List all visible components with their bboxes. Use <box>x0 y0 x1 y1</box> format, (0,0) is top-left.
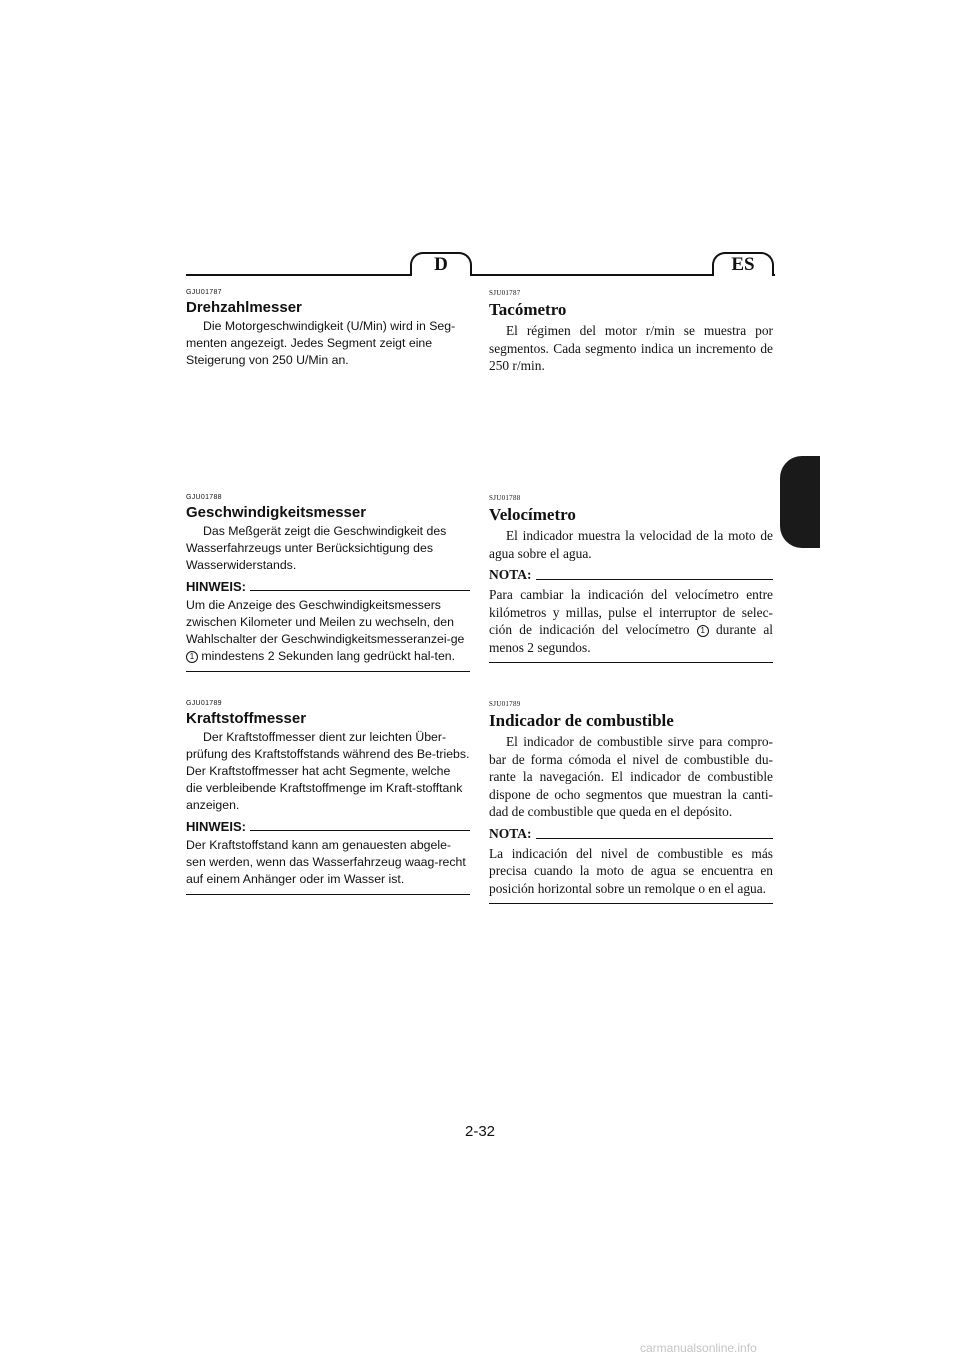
note-heading <box>186 819 470 834</box>
note-label: HINWEIS: <box>186 819 246 834</box>
callout-number: 1 <box>697 625 709 637</box>
es-section-tachometer <box>489 289 773 375</box>
de-section-fuel-gauge <box>186 700 470 895</box>
section-body: El indicador de combustible sirve para compro-bar de forma cómoda el nivel de combustible du-rante la navegación. El indicador de combustible dispone de ocho segmentos que muestran la canti-dad de combustible que queda en el depósito. <box>489 734 773 819</box>
note-end-rule <box>489 903 773 904</box>
section-body: Die Motorgeschwindigkeit (U/Min) wird in Seg-menten angezeigt. Jedes Segment zeigt eine Steigerung von 250 U/Min an. <box>186 319 456 367</box>
section-body: Der Kraftstoffmesser dient zur leichten Über-prüfung des Kraftstoffstands während des Be-triebs. Der Kraftstoffmesser hat acht Segmente, welche die verbleibende Kraftstoffmenge im Kraft-stofftank anzeigen. <box>186 730 470 812</box>
section-title: Geschwindigkeitsmesser <box>186 504 367 521</box>
note-end-rule <box>186 671 470 672</box>
language-tab-spanish: ES <box>712 252 774 276</box>
note-end-rule <box>489 662 773 663</box>
note-rule <box>536 579 774 580</box>
note-label: HINWEIS: <box>186 579 246 594</box>
note-label: NOTA: <box>489 567 532 582</box>
section-code: GJU01788 <box>186 494 222 501</box>
note-rule <box>250 830 470 831</box>
es-section-speedometer <box>489 494 773 663</box>
note-rule <box>536 838 774 839</box>
section-title: Drehzahlmesser <box>186 299 302 316</box>
note-label: NOTA: <box>489 825 532 841</box>
callout-number: 1 <box>186 651 198 663</box>
language-header <box>186 252 775 277</box>
note-body: Der Kraftstoffstand kann am genauesten abgele-sen werden, wenn das Wasserfahrzeug waag-recht auf einem Anhänger oder im Wasser ist. <box>186 838 466 886</box>
section-title: Velocímetro <box>489 505 576 524</box>
section-code: SJU01789 <box>489 700 521 708</box>
language-tab-german: D <box>410 252 472 276</box>
note-body: La indicación del nivel de combustible es más precisa cuando la moto de agua se encuentra en posición horizontal sobre un remolque o en el agua. <box>489 845 773 896</box>
es-section-fuel-gauge <box>489 700 773 904</box>
section-code: GJU01787 <box>186 289 222 296</box>
section-body: Das Meßgerät zeigt die Geschwindigkeit des Wasserfahrzeugs unter Berücksichtigung des Wasserwiderstands. <box>186 524 447 572</box>
section-body: El indicador muestra la velocidad de la moto de agua sobre el agua. <box>489 528 773 561</box>
note-body: Para cambiar la indicación del velocímetro entre kilómetros y millas, pulse el interruptor de selec-ción de indicación del velocímetro 1 durante al menos 2 segundos. <box>489 587 773 655</box>
note-heading <box>186 579 470 594</box>
page-number: 2-32 <box>464 1123 496 1140</box>
section-code: SJU01788 <box>489 494 521 502</box>
note-heading <box>489 567 773 583</box>
chapter-thumb-tab <box>780 456 820 548</box>
watermark: carmanualsonline.info <box>640 1341 757 1355</box>
section-code: SJU01787 <box>489 289 521 297</box>
note-body: Um die Anzeige des Geschwindigkeitsmessers zwischen Kilometer und Meilen zu wechseln, den Wahlschalter der Geschwindigkeitsmesseranzei-ge 1 mindestens 2 Sekunden lang gedrückt hal-ten. <box>186 598 465 663</box>
section-body: El régimen del motor r/min se muestra por segmentos. Cada segmento indica un incremento de 250 r/min. <box>489 323 773 373</box>
de-section-tachometer <box>186 289 470 369</box>
note-rule <box>250 590 470 591</box>
section-code: GJU01789 <box>186 700 222 707</box>
section-title: Indicador de combustible <box>489 711 674 730</box>
note-end-rule <box>186 894 470 895</box>
de-section-speedometer <box>186 494 470 672</box>
header-rule <box>186 274 775 276</box>
section-title: Kraftstoffmesser <box>186 710 307 727</box>
section-title: Tacómetro <box>489 300 567 319</box>
note-heading <box>489 826 773 842</box>
